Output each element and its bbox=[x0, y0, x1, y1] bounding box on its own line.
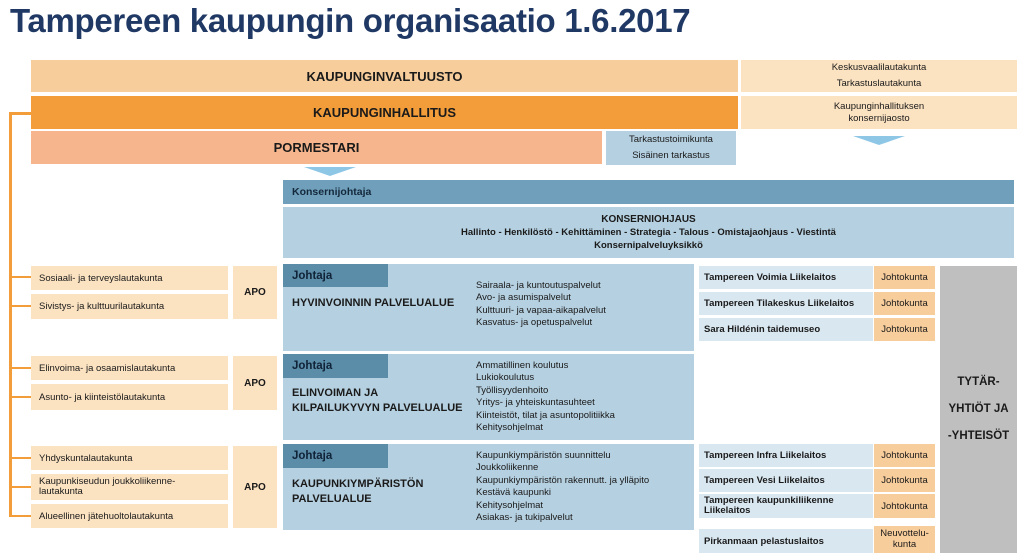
connector-line-b5 bbox=[9, 457, 31, 459]
board-sosiaali-terveys: Sosiaali- ja terveyslautakunta bbox=[31, 266, 228, 290]
service-item: Työllisyydenhoito bbox=[476, 384, 549, 396]
unit-voimia: Tampereen Voimia Liikelaitos bbox=[699, 266, 873, 289]
konsernijohtaja-label: Konsernijohtaja bbox=[292, 186, 372, 198]
area1-name: HYVINVOINNIN PALVELUALUE bbox=[292, 297, 455, 309]
subsidiaries-line3: -YHTEISÖT bbox=[947, 430, 1010, 442]
apo-box: APO bbox=[233, 266, 277, 319]
area3-johtaja-label: Johtaja bbox=[292, 450, 333, 462]
area3-name-line1: KAUPUNKIYMPÄRISTÖN bbox=[292, 478, 424, 490]
unit-infra-tag: Johtokunta bbox=[874, 444, 935, 467]
area3-johtaja-box bbox=[283, 444, 388, 468]
subsidiaries-box bbox=[940, 266, 1017, 553]
connector-line-b2 bbox=[9, 305, 31, 307]
kaupunginhallitus-box: KAUPUNGINHALLITUS bbox=[31, 96, 738, 129]
konserniohjaus-box bbox=[283, 207, 1014, 258]
service-item: Lukiokoulutus bbox=[476, 372, 535, 384]
tarkastus-box bbox=[606, 131, 736, 165]
area2-services bbox=[476, 360, 615, 434]
service-item: Kulttuuri- ja vapaa-aikapalvelut bbox=[476, 304, 606, 316]
unit-sara-hildenin-tag: Johtokunta bbox=[874, 318, 935, 341]
konserniohjaus-title: KONSERNIOHJAUS bbox=[601, 214, 696, 225]
area2-name-line2: KILPAILUKYVYN PALVELUALUE bbox=[292, 402, 463, 414]
unit-kaupunkiliikenne-tag: Johtokunta bbox=[874, 494, 935, 518]
service-item: Yritys- ja yhteiskuntasuhteet bbox=[476, 397, 595, 409]
connector-line-b4 bbox=[9, 396, 31, 398]
service-item: Kiinteistöt, tilat ja asuntopolitiikka bbox=[476, 409, 615, 421]
service-item: Asiakas- ja tukipalvelut bbox=[476, 512, 573, 524]
area1-services bbox=[476, 280, 606, 330]
service-item: Kehitysohjelmat bbox=[476, 499, 544, 511]
subsidiaries-line1: TYTÄR- bbox=[957, 376, 1000, 388]
unit-sara-hildenin: Sara Hildénin taidemuseo bbox=[699, 318, 873, 341]
subsidiaries-line2: YHTIÖT JA bbox=[948, 403, 1009, 415]
unit-voimia-tag: Johtokunta bbox=[874, 266, 935, 289]
service-item: Avo- ja asumispalvelut bbox=[476, 292, 571, 304]
unit-tilakeskus-tag: Johtokunta bbox=[874, 292, 935, 315]
service-item: Kasvatus- ja opetuspalvelut bbox=[476, 317, 593, 329]
service-item: Kaupunkiympäristön suunnittelu bbox=[476, 450, 611, 461]
konserniohjaus-line1: Hallinto - Henkilöstö - Kehittäminen - Strategia - Talous - Omistajaohjaus - Viestintä bbox=[461, 227, 836, 238]
board-joukkoliikenne: Kaupunkiseudun joukkoliikenne-lautakunta bbox=[31, 474, 228, 500]
pormestari-box: PORMESTARI bbox=[31, 131, 602, 164]
service-item: Kestävä kaupunki bbox=[476, 487, 551, 499]
area2-name-line1: ELINVOIMAN JA bbox=[292, 387, 379, 399]
area2-johtaja-box bbox=[283, 354, 388, 378]
area3-name bbox=[292, 477, 423, 507]
board-yhdyskunta: Yhdyskuntalautakunta bbox=[31, 446, 228, 470]
connector-line-main bbox=[9, 113, 12, 516]
service-item: Kehitysohjelmat bbox=[476, 422, 544, 434]
board-jatehuolto: Alueellinen jätehuoltolautakunta bbox=[31, 504, 228, 528]
connector-line-top bbox=[9, 112, 33, 115]
connector-line-b3 bbox=[9, 367, 31, 369]
area1-johtaja-label: Johtaja bbox=[292, 269, 333, 282]
unit-vesi: Tampereen Vesi Liikelaitos bbox=[699, 469, 873, 492]
konserniohjaus-line2: Konsernipalveluyksikkö bbox=[594, 240, 703, 251]
unit-pelastuslaitos: Pirkanmaan pelastuslaitos bbox=[699, 529, 873, 553]
service-item: Joukkoliikenne bbox=[476, 462, 539, 474]
keskusvaalilautakunta-label: Keskusvaalilautakunta bbox=[831, 62, 927, 73]
arrow-down-icon bbox=[304, 167, 356, 176]
tarkastustoimikunta-label: Tarkastustoimikunta bbox=[629, 134, 713, 145]
area2-johtaja-label: Johtaja bbox=[292, 360, 333, 372]
apo-box: APO bbox=[233, 446, 277, 528]
connector-line-b7 bbox=[9, 515, 31, 517]
unit-tilakeskus: Tampereen Tilakeskus Liikelaitos bbox=[699, 292, 873, 315]
unit-pelastuslaitos-tag: Neuvottelu-kunta bbox=[874, 526, 935, 553]
board-elinvoima-osaamis: Elinvoima- ja osaamislautakunta bbox=[31, 356, 228, 380]
konsernijohtaja-box bbox=[283, 180, 1014, 204]
unit-infra: Tampereen Infra Liikelaitos bbox=[699, 444, 873, 467]
area1-johtaja-box bbox=[283, 264, 388, 287]
tarkastuslautakunta-label: Tarkastuslautakunta bbox=[836, 78, 922, 89]
connector-line-b1 bbox=[9, 276, 31, 278]
service-item: Sairaala- ja kuntoutuspalvelut bbox=[476, 280, 601, 291]
area3-services bbox=[476, 450, 649, 524]
arrow-down-icon bbox=[853, 136, 905, 145]
service-item: Ammatillinen koulutus bbox=[476, 360, 569, 371]
service-item: Kaupunkiympäristön rakennutt. ja ylläpito bbox=[476, 474, 650, 486]
konsernijaosto-box: Kaupunginhallituksen konsernijaosto bbox=[741, 96, 1017, 129]
board-asunto-kiinteisto: Asunto- ja kiinteistölautakunta bbox=[31, 384, 228, 410]
lautakunnat-box bbox=[741, 60, 1017, 92]
apo-box: APO bbox=[233, 356, 277, 410]
board-sivistys-kulttuuri: Sivistys- ja kulttuurilautakunta bbox=[31, 294, 228, 319]
connector-line-b6 bbox=[9, 486, 31, 488]
sisainen-tarkastus-label: Sisäinen tarkastus bbox=[632, 150, 710, 161]
unit-vesi-tag: Johtokunta bbox=[874, 469, 935, 492]
unit-kaupunkiliikenne: Tampereen kaupunkiliikenne Liikelaitos bbox=[699, 494, 873, 518]
area2-name bbox=[292, 386, 463, 416]
page-title: Tampereen kaupungin organisaatio 1.6.2017 bbox=[10, 2, 691, 39]
area3-name-line2: PALVELUALUE bbox=[292, 493, 372, 505]
kaupunginvaltuusto-box: KAUPUNGINVALTUUSTO bbox=[31, 60, 738, 92]
